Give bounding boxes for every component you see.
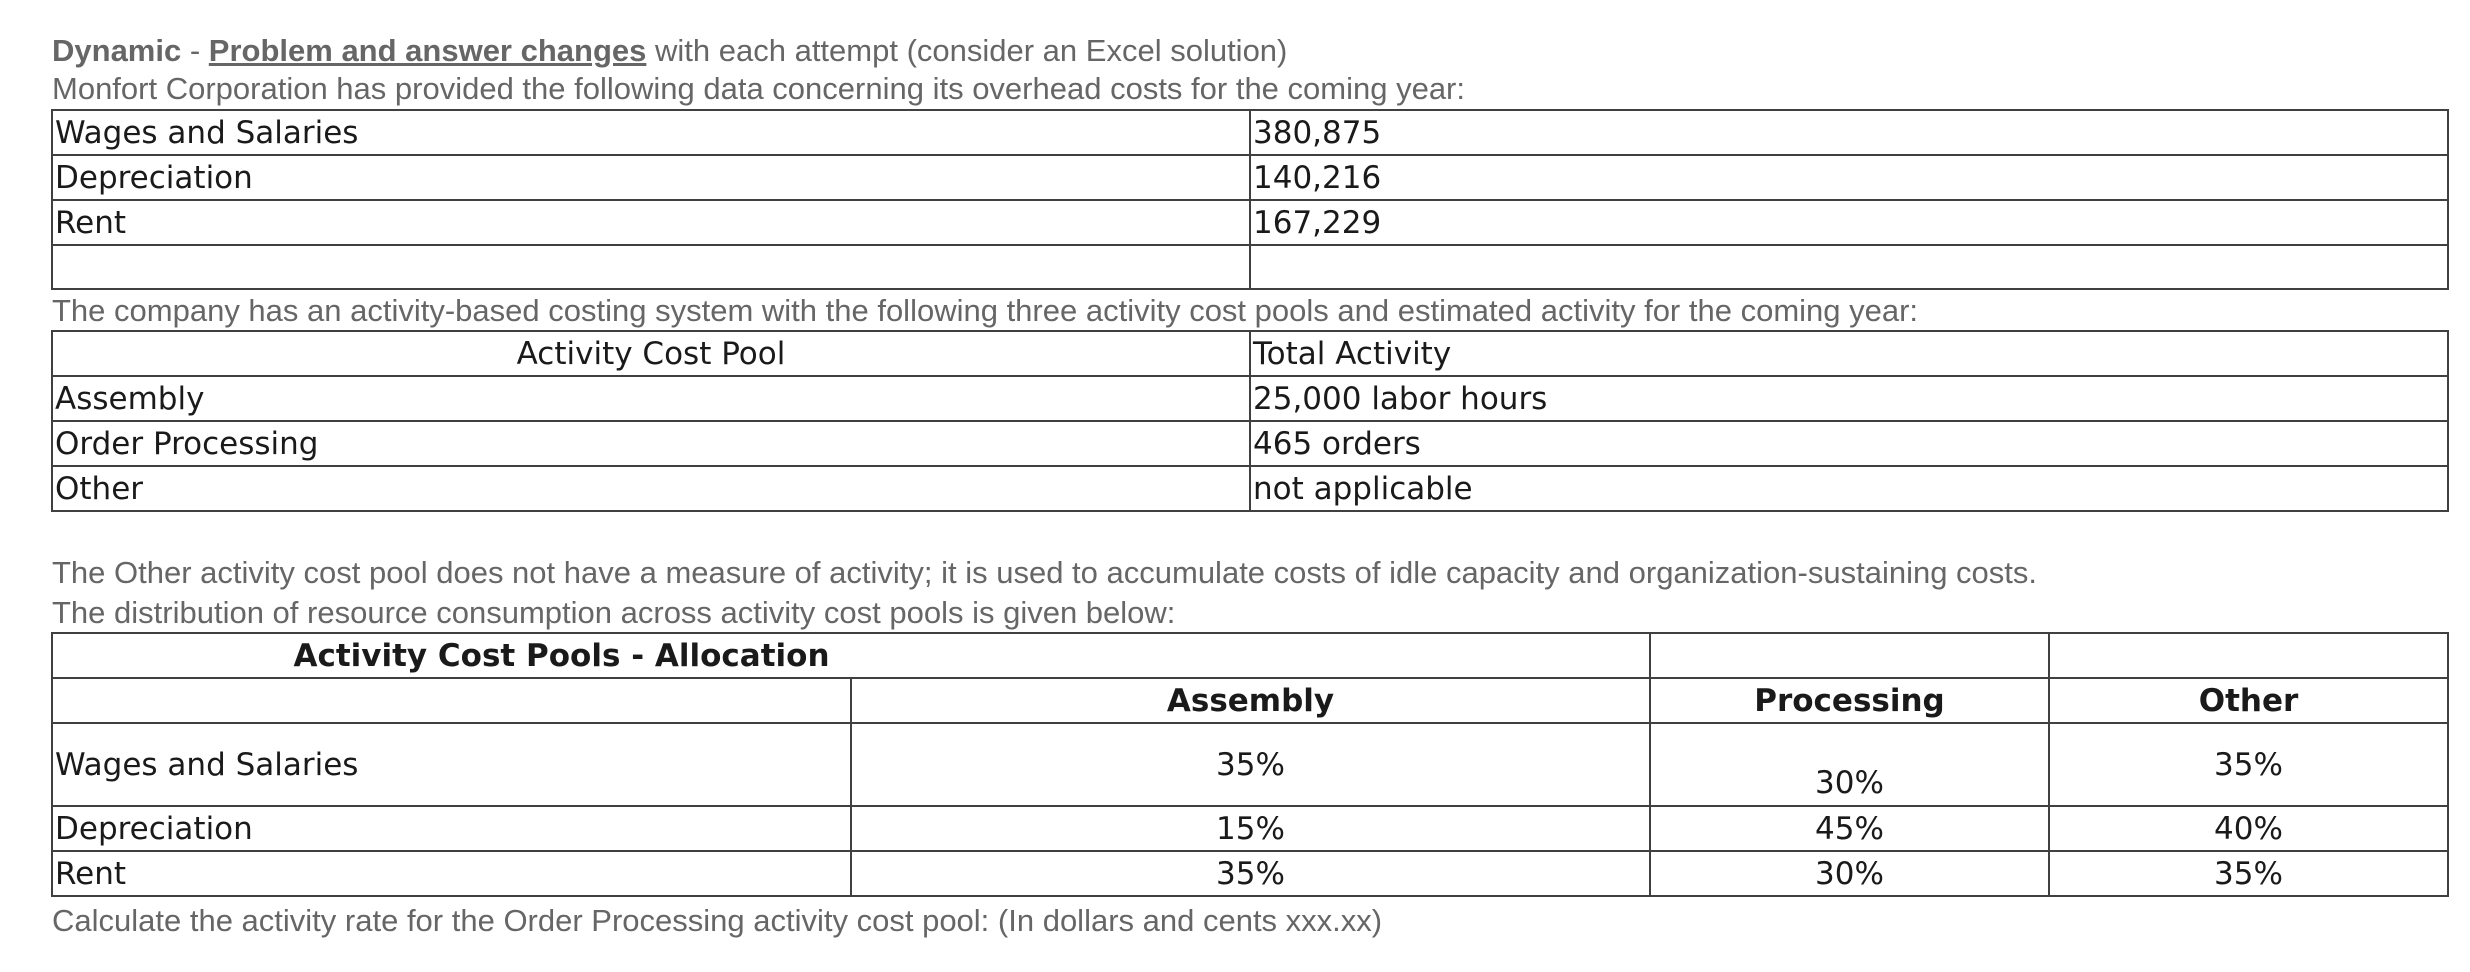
overhead-intro: Monfort Corporation has provided the following data concerning its overhead costs for the coming year: <box>52 71 1465 106</box>
cost-label: Rent <box>52 200 1250 245</box>
intro-dash: - <box>181 33 209 68</box>
alloc-cell: 35% <box>851 723 1650 806</box>
table-header-row <box>52 331 2448 376</box>
intro-lead: Dynamic <box>52 33 182 68</box>
alloc-cell: 35% <box>851 851 1650 896</box>
abc-intro: The company has an activity-based costing system with the following three activity cost pools and estimated activity for the coming year: <box>52 293 1919 328</box>
table-title-row <box>52 633 2448 678</box>
table-row <box>52 376 2448 421</box>
table-row <box>52 723 2448 806</box>
alloc-cell: 30% <box>1650 851 2049 896</box>
empty-cell <box>1650 633 2049 678</box>
intro-rest: with each attempt (consider an Excel solution) <box>646 33 1288 68</box>
other-pool-note: The Other activity cost pool does not have a measure of activity; it is used to accumulate costs of idle capacity and organization-sustaining costs. <box>52 555 2038 590</box>
table-row <box>52 851 2448 896</box>
alloc-cell: 40% <box>2049 806 2448 851</box>
alloc-cell: 45% <box>1650 806 2049 851</box>
alloc-cell: 30% <box>1650 723 2049 806</box>
col-header-assembly: Assembly <box>851 678 1650 723</box>
table-row <box>52 155 2448 200</box>
resource-label: Rent <box>52 851 851 896</box>
alloc-cell: 35% <box>2049 851 2448 896</box>
col-header-processing: Processing <box>1650 678 2049 723</box>
empty-cell <box>52 245 1250 289</box>
distribution-intro: The distribution of resource consumption across activity cost pools is given below: <box>52 595 1176 630</box>
pool-name: Assembly <box>52 376 1250 421</box>
alloc-cell: 15% <box>851 806 1650 851</box>
allocation-title: Activity Cost Pools - Allocation <box>293 637 830 674</box>
table-row <box>52 806 2448 851</box>
activity-pool-table <box>51 330 2449 512</box>
table-row <box>52 110 2448 155</box>
resource-label: Depreciation <box>52 806 851 851</box>
empty-cell <box>52 678 851 723</box>
cost-value: 140,216 <box>1250 155 2448 200</box>
pool-activity: 465 orders <box>1250 421 2448 466</box>
col-header-other: Other <box>2049 678 2448 723</box>
pool-activity: 25,000 labor hours <box>1250 376 2448 421</box>
overhead-costs-table <box>51 109 2449 290</box>
activity-column-header: Total Activity <box>1250 331 2448 376</box>
alloc-cell: 35% <box>2049 723 2448 806</box>
table-row <box>52 421 2448 466</box>
pool-activity: not applicable <box>1250 466 2448 511</box>
cost-label: Depreciation <box>52 155 1250 200</box>
pool-name: Order Processing <box>52 421 1250 466</box>
pool-column-header: Activity Cost Pool <box>52 331 1250 376</box>
allocation-table <box>51 632 2449 897</box>
allocation-title-cell <box>52 633 1650 678</box>
empty-row <box>52 245 2448 289</box>
question-text: Calculate the activity rate for the Order Processing activity cost pool: (In dollars and cents xxx.xx) <box>52 903 1383 938</box>
cost-label: Wages and Salaries <box>52 110 1250 155</box>
empty-cell <box>1250 245 2448 289</box>
pool-name: Other <box>52 466 1250 511</box>
cost-value: 167,229 <box>1250 200 2448 245</box>
intro-emphasis: Problem and answer changes <box>208 33 647 68</box>
cost-value: 380,875 <box>1250 110 2448 155</box>
empty-cell <box>2049 633 2448 678</box>
table-row <box>52 466 2448 511</box>
resource-label: Wages and Salaries <box>52 723 851 806</box>
table-row <box>52 200 2448 245</box>
intro-line <box>52 35 1287 66</box>
table-header-row <box>52 678 2448 723</box>
